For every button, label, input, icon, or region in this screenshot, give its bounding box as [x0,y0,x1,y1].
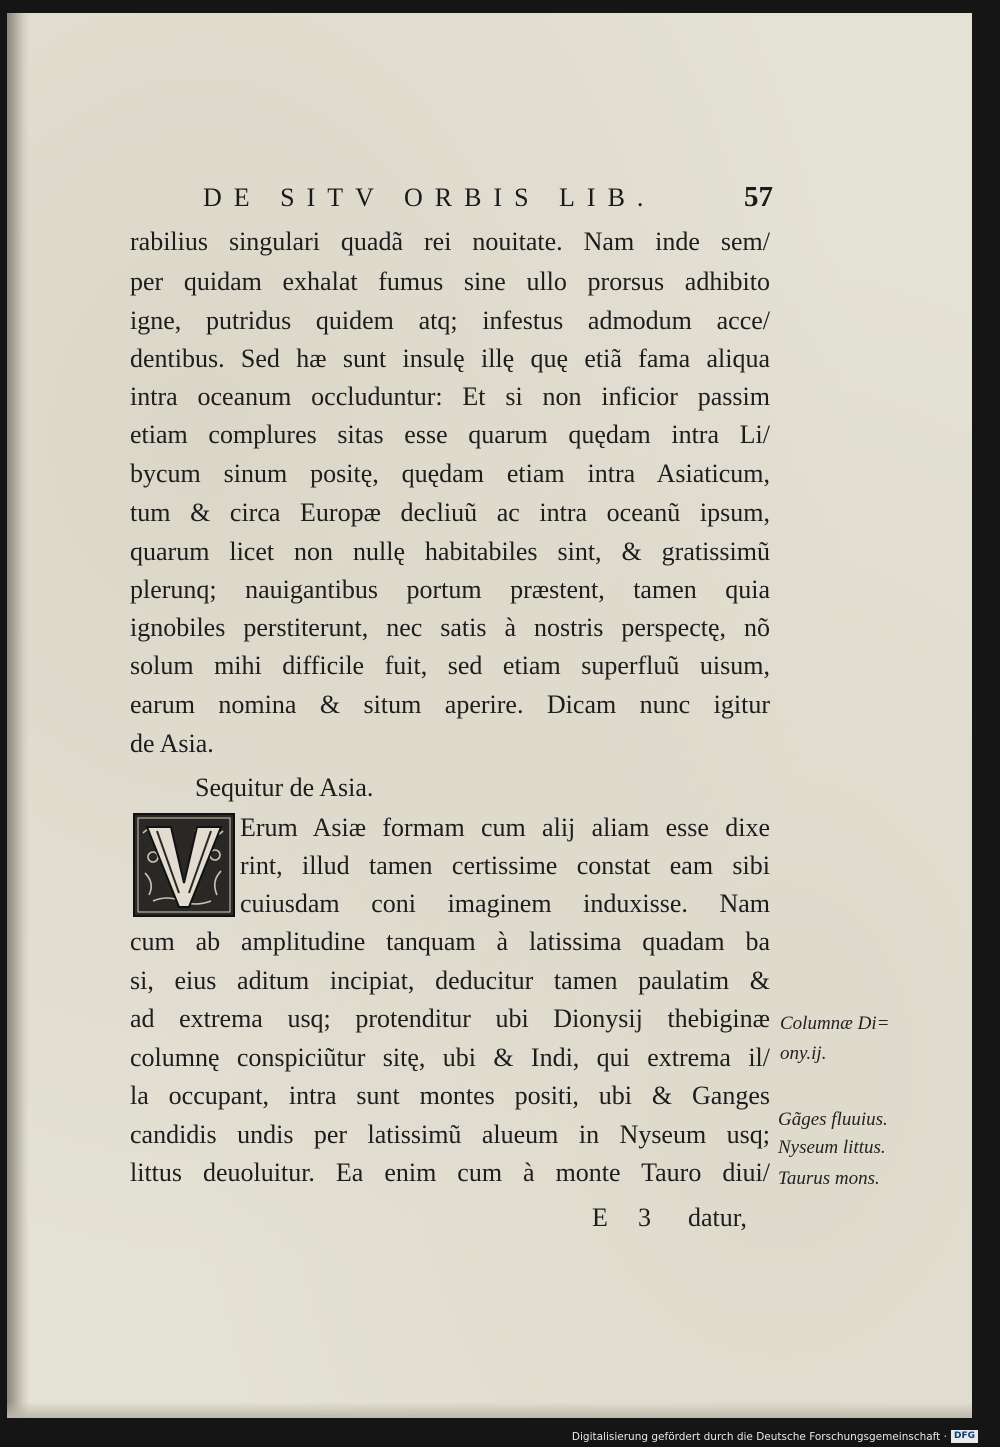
text-line: Erum Asiæ formam cum alij aliam esse dixe [240,813,770,842]
text-line: tum & circa Europæ decliuũ ac intra oceanũ ipsum, [130,498,770,527]
text-line: rabilius singulari quadã rei nouitate. Nam inde sem/ [130,227,770,256]
section-title: Sequitur de Asia. [195,773,374,802]
text-line: igne, putridus quidem atq; infestus admodum acce/ [130,306,770,335]
text-line: la occupant, intra sunt montes positi, ubi & Ganges [130,1081,770,1110]
margin-note: Columnæ Di= [780,1013,890,1034]
text-line: earum nomina & situm aperire. Dicam nunc igitur [130,690,770,719]
credit-text: Digitalisierung gefördert durch die Deutsche Forschungsgemeinschaft · [571,1430,947,1443]
text-line: rint, illud tamen certissime constat eam sibi [240,851,770,880]
running-head: DE SITV ORBIS LIB. [203,183,656,212]
page-gutter-shadow [7,13,29,1418]
text-line: etiam complures sitas esse quarum quędam intra Li/ [130,420,770,449]
text-line: ignobiles perstiterunt, nec satis à nostris perspectę, nõ [130,613,770,642]
text-line: candidis undis per latissimũ alueum in Nyseum usq; [130,1120,770,1149]
decorated-initial-v [133,813,235,917]
page-header [203,183,773,219]
digitization-credit [572,1428,978,1445]
page-number: 57 [744,181,773,213]
margin-note: ony.ij. [780,1043,827,1064]
dfg-logo: DFG [951,1430,978,1443]
signature-mark: E [592,1203,608,1232]
margin-note: Nyseum littus. [778,1137,886,1158]
text-line: ad extrema usq; protenditur ubi Dionysij thebiginæ [130,1004,770,1033]
text-line: quarum licet non nullę habitabiles sint, & gratissimũ [130,537,770,566]
margin-note: Taurus mons. [778,1168,880,1189]
catchword: datur, [688,1203,747,1232]
margin-note: Gãges fluuius. [778,1109,888,1130]
text-line: littus deuoluitur. Ea enim cum à monte Tauro diui/ [130,1158,770,1187]
text-line: columnę conspiciũtur sitę, ubi & Indi, qui extrema il/ [130,1043,770,1072]
signature-number: 3 [638,1203,651,1232]
text-line: intra oceanum occluduntur: Et si non inficior passim [130,382,770,411]
text-line: plerunq; nauigantibus portum præstent, tamen quia [130,575,770,604]
text-line: si, eius aditum incipiat, deducitur tamen paulatim & [130,966,770,995]
text-line: bycum sinum positę, quędam etiam intra Asiaticum, [130,459,770,488]
text-line: per quidam exhalat fumus sine ullo prorsus adhibito [130,267,770,296]
text-line: cuiusdam coni imaginem induxisse. Nam [240,889,770,918]
text-line: dentibus. Sed hæ sunt insulę illę quę etiã fama aliqua [130,344,770,373]
page-bottom-edge [7,1402,972,1418]
text-line: cum ab amplitudine tanquam à latissima quadam ba [130,927,770,956]
text-line: solum mihi difficile fuit, sed etiam superfluũ uisum, [130,651,770,680]
text-line: de Asia. [130,729,214,758]
